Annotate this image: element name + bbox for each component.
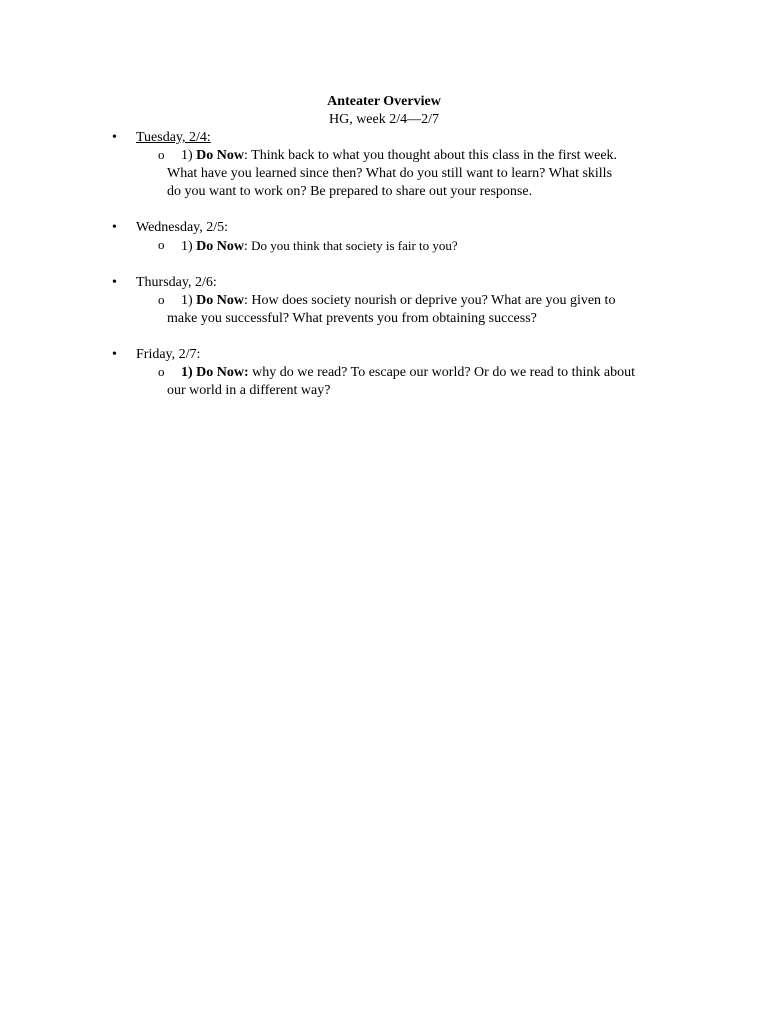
sub-item <box>0 292 768 328</box>
bullet-icon: • <box>112 275 117 290</box>
sub-item-text <box>167 364 681 400</box>
separator: : <box>244 239 248 254</box>
day-item-tuesday <box>0 129 768 201</box>
sub-item-text <box>167 292 681 328</box>
item-number: 1) <box>181 148 193 163</box>
sub-item <box>0 364 768 400</box>
bullet-icon: • <box>112 220 117 235</box>
text-line: Think back to what you thought about this class in the first week. <box>247 148 618 163</box>
document-title: Anteater Overview <box>327 94 441 109</box>
bullet-icon: • <box>112 347 117 362</box>
day-item-wednesday <box>0 219 768 256</box>
item-number: 1) <box>181 239 193 254</box>
document-header <box>0 93 768 129</box>
schedule-list <box>0 129 768 418</box>
day-item-thursday <box>0 274 768 328</box>
sub-bullet-icon: o <box>158 292 165 307</box>
sub-item-text <box>181 237 681 256</box>
sub-item <box>0 237 768 256</box>
day-label: Thursday, 2/6: <box>136 275 217 290</box>
do-now-label: Do Now <box>196 148 245 163</box>
text-line: Do you think that society is fair to you? <box>247 238 458 253</box>
text-line: How does society nourish or deprive you? What are you given to <box>247 293 616 308</box>
document-subtitle: HG, week 2/4—2/7 <box>328 112 440 127</box>
sub-bullet-icon: o <box>158 237 165 252</box>
do-now-label: Do Now <box>196 239 245 254</box>
day-item-friday <box>0 346 768 400</box>
bullet-icon: • <box>112 130 117 145</box>
day-label: Tuesday, 2/4: <box>136 130 211 145</box>
text-line: make you successful? What prevents you from obtaining success? <box>167 311 537 326</box>
day-label: Friday, 2/7: <box>136 347 201 362</box>
do-now-label: Do Now <box>196 293 245 308</box>
sub-item <box>0 147 768 201</box>
do-now-label: 1) Do Now: <box>181 365 249 380</box>
separator: : <box>244 148 248 163</box>
text-line: why do we read? To escape our world? Or do we read to think about <box>248 365 636 380</box>
sub-item-text <box>167 147 681 201</box>
day-label: Wednesday, 2/5: <box>136 220 229 235</box>
text-line: do you want to work on? Be prepared to share out your response. <box>167 184 533 199</box>
item-number: 1) <box>181 293 193 308</box>
text-line: our world in a different way? <box>167 383 331 398</box>
sub-bullet-icon: o <box>158 147 165 162</box>
separator: : <box>244 293 248 308</box>
sub-bullet-icon: o <box>158 364 165 379</box>
text-line: What have you learned since then? What do you still want to learn? What skills <box>167 166 613 181</box>
